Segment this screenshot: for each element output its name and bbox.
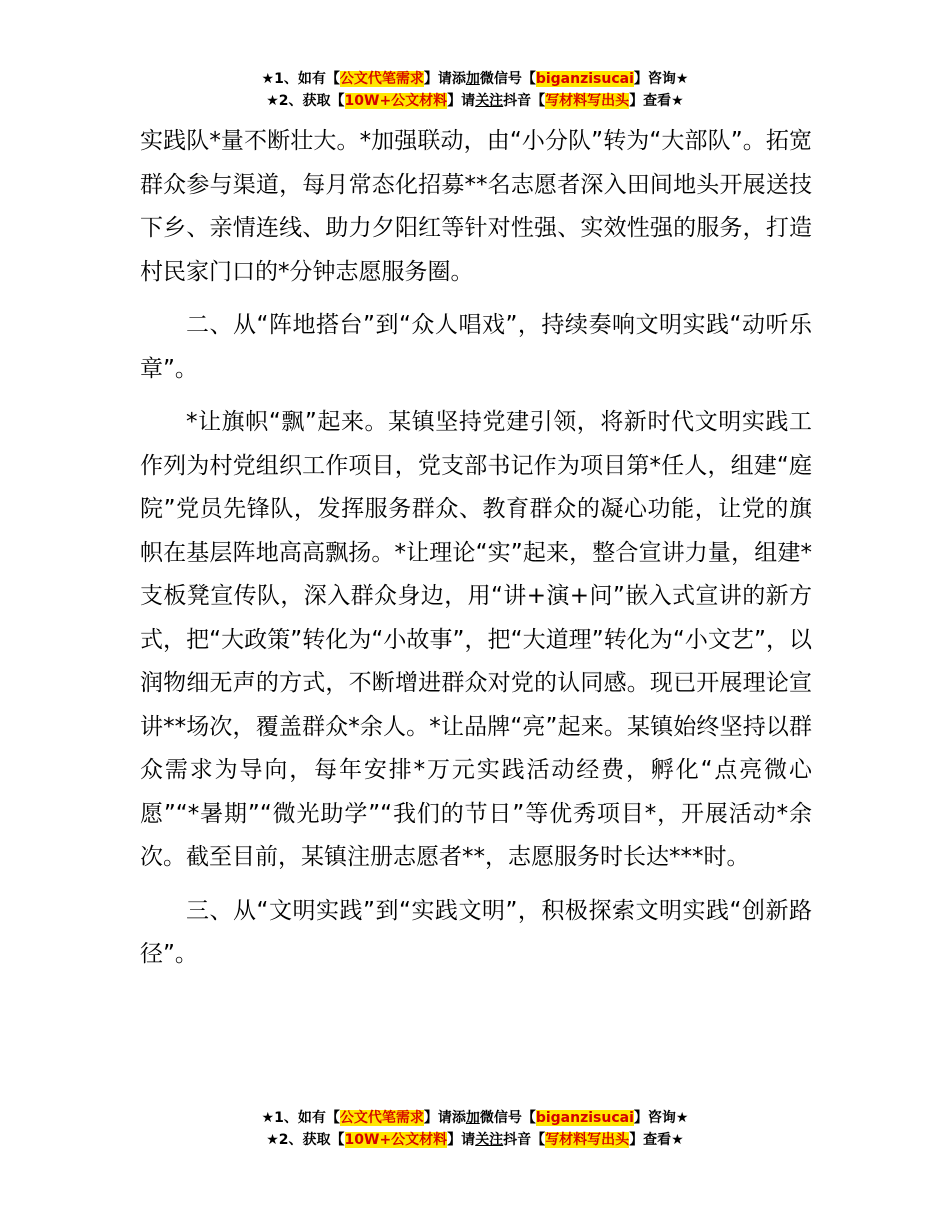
banner-underlined: 关注 bbox=[475, 1132, 504, 1148]
banner-underlined: 加 bbox=[465, 71, 480, 87]
banner-text: 】咨询★ bbox=[633, 71, 689, 87]
banner-text: 微信号【 bbox=[479, 71, 536, 87]
banner-highlight: 10W+公文材料 bbox=[344, 93, 448, 109]
banner-highlight: 公文代笔需求 bbox=[339, 1110, 424, 1126]
banner-text: 】请 bbox=[447, 1132, 476, 1148]
banner-text: 】请添 bbox=[423, 71, 466, 87]
banner-underlined: 关注 bbox=[475, 93, 504, 109]
section-heading: 三、从“文明实践”到“实践文明”，积极探索文明实践“创新路径”。 bbox=[140, 897, 812, 967]
body-paragraph: *让旗帜“飘”起来。某镇坚持党建引领，将新时代文明实践工作列为村党组织工作项目，党支部书记作为项目第*任人，组建“庭院”党员先锋队，发挥服务群众、教育群众的凝心功能，让党的旗帜在基层阵地高高飘扬。*让理论“实”起来，整合宣讲力量，组建*支板凳宣传队，深入群众身边，用“讲+演+问”嵌入式宣讲的新方式，把“大政策”转化为“小故事”，把“大道理”转化为“小文艺”，以润物细无声的方式，不断增进群众对党的认同感。现已开展理论宣讲**场次，覆盖群众*余人。*让品牌“亮”起来。某镇始终坚持以群众需求为导向，每年安排*万元实践活动经费，孵化“点亮微心愿”“*暑期”“微光助学”“我们的节日”等优秀项目*，开展活动*余次。截至目前，某镇注册志愿者**，志愿服务时长达***时。 bbox=[140, 409, 812, 870]
banner-text: 抖音【 bbox=[503, 93, 546, 109]
banner-text: ★1、如有【 bbox=[261, 1110, 340, 1126]
banner-highlight: 公文代笔需求 bbox=[339, 71, 424, 87]
banner-highlight: 写材料写出头 bbox=[545, 93, 630, 109]
banner-highlight: biganzisucai bbox=[535, 1110, 634, 1126]
banner-highlight: 写材料写出头 bbox=[545, 1132, 630, 1148]
banner-highlight: 10W+公文材料 bbox=[344, 1132, 448, 1148]
banner-text: 】请添 bbox=[423, 1110, 466, 1126]
banner-line-2 bbox=[0, 1129, 950, 1151]
footer-banner bbox=[0, 1107, 950, 1151]
banner-text: ★2、获取【 bbox=[266, 93, 345, 109]
banner-text: ★2、获取【 bbox=[266, 1132, 345, 1148]
section-heading: 二、从“阵地搭台”到“众人唱戏”，持续奏响文明实践“动听乐章”。 bbox=[140, 312, 812, 382]
document-body bbox=[140, 120, 812, 977]
banner-underlined: 加 bbox=[465, 1110, 480, 1126]
banner-text: 】请 bbox=[447, 93, 476, 109]
banner-text: 】咨询★ bbox=[633, 1110, 689, 1126]
banner-text: 】查看★ bbox=[629, 93, 684, 109]
body-paragraph: 实践队*量不断壮大。*加强联动，由“小分队”转为“大部队”。拓宽群众参与渠道，每月常态化招募**名志愿者深入田间地头开展送技下乡、亲情连线、助力夕阳红等针对性强、实效性强的服务，打造村民家门口的*分钟志愿服务圈。 bbox=[140, 128, 812, 285]
banner-line-1 bbox=[0, 1107, 950, 1129]
banner-text: ★1、如有【 bbox=[261, 71, 340, 87]
banner-text: 】查看★ bbox=[629, 1132, 684, 1148]
header-banner bbox=[0, 68, 950, 112]
banner-text: 抖音【 bbox=[503, 1132, 546, 1148]
banner-line-1 bbox=[0, 68, 950, 90]
banner-text: 微信号【 bbox=[479, 1110, 536, 1126]
banner-line-2 bbox=[0, 90, 950, 112]
banner-highlight: biganzisucai bbox=[535, 71, 634, 87]
